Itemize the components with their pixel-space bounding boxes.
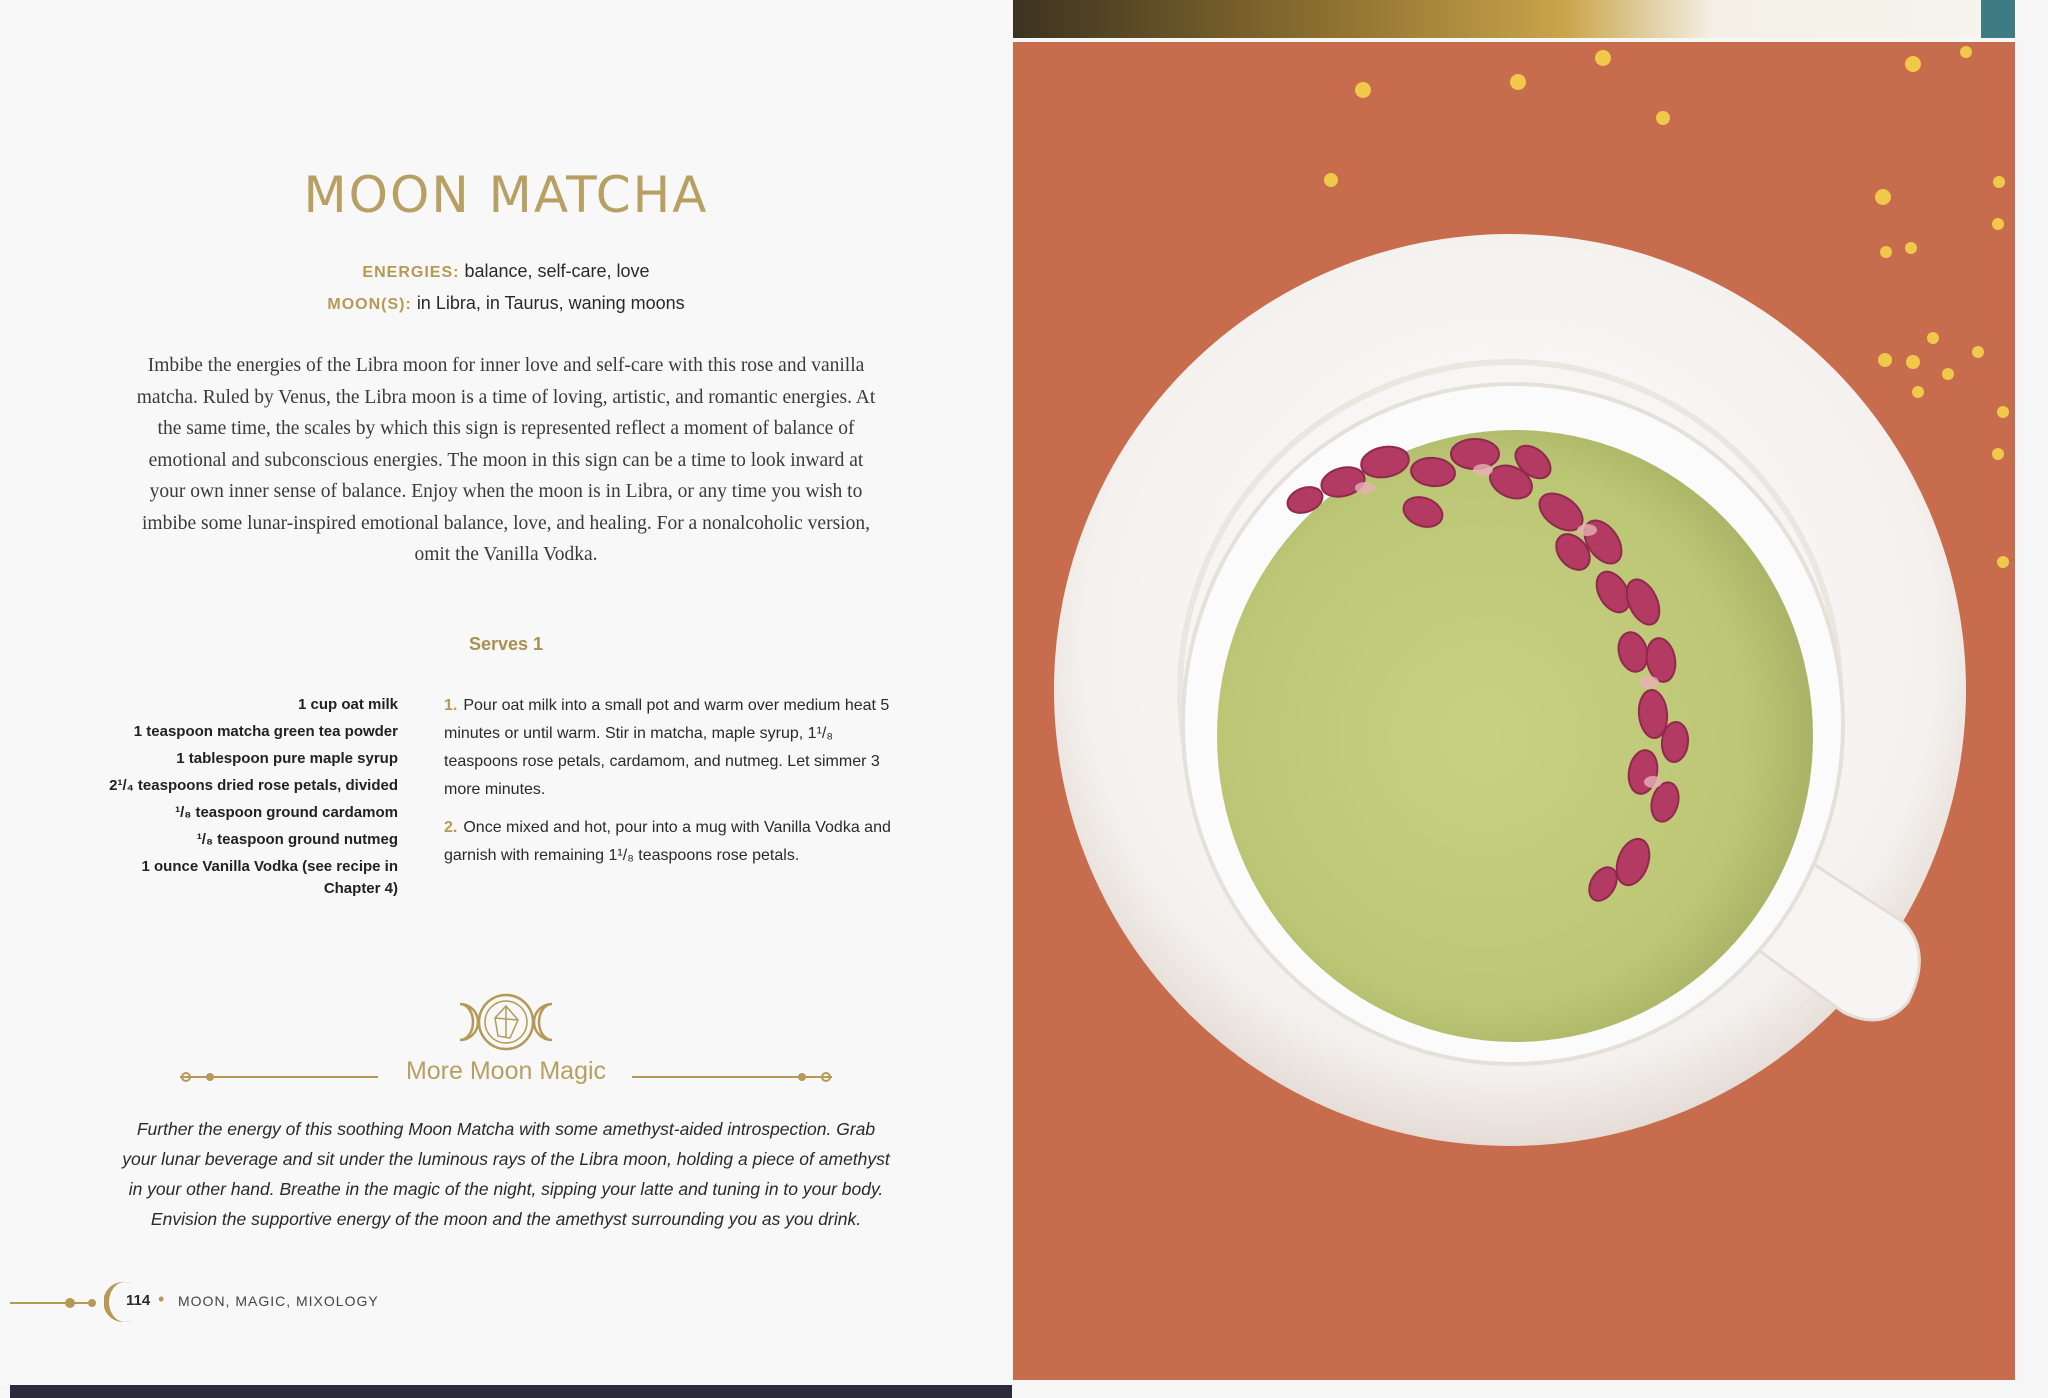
ornament-dot-icon [796,1071,808,1083]
moons-value: in Libra, in Taurus, waning moons [416,293,685,313]
moon-phases-emblem-icon [440,990,572,1054]
step-item [444,692,894,804]
step-text: Pour oat milk into a small pot and warm over medium heat 5 minutes or until warm. Stir in matcha, maple syrup, 1¹/₈ teaspoons rose petals, cardamom, and nutmeg. Let simmer 3 more minutes. [444,697,890,798]
ingredient-item: 1 cup oat milk [297,696,398,713]
step-item [444,814,894,870]
recipe-page [0,0,1012,1385]
matcha-cup-illustration [1013,42,2015,1380]
energies-label: ENERGIES: [362,264,460,281]
step-list [444,692,894,880]
moons-label: MOON(S): [327,296,412,313]
page-number: 114 [126,1292,151,1309]
next-page-edge [10,1385,1012,1398]
more-moon-magic-heading: More Moon Magic [405,1057,607,1085]
step-text: Once mixed and hot, pour into a mug with Vanilla Vodka and garnish with remaining 1¹/₈ teaspoons rose petals. [444,819,891,864]
moons-line [0,293,1012,314]
ingredient-list [100,694,398,905]
previous-photo-edge [1013,0,2015,38]
ornament-dot-icon [62,1296,102,1310]
ingredient-item: ¹/₈ teaspoon ground nutmeg [196,831,398,848]
ornament-dot-icon [820,1071,832,1083]
matcha-photo [1013,42,2015,1380]
serves-label: Serves 1 [468,634,544,654]
more-moon-magic-body: Further the energy of this soothing Moon Matcha with some amethyst-aided introspection. Grab your lunar beverage and sit under the luminous rays of the Libra moon, holding a piece of amethyst in your other hand. Breathe in the magic of the night, sipping your latte and tuning in to your body. Envision the supportive energy of the moon and the amethyst surrounding you as you drink. [122,1119,890,1229]
step-number: 2. [444,819,458,836]
matcha-foam [1217,430,1813,1042]
ingredient-item: 1 teaspoon matcha green tea powder [133,723,398,740]
ingredient-item: ¹/₈ teaspoon ground cardamom [175,804,398,821]
footer-bullet: • [158,1289,165,1309]
step-number: 1. [444,697,458,714]
ingredient-item: 1 ounce Vanilla Vodka (see recipe in Chapter 4) [141,858,398,897]
recipe-intro: Imbibe the energies of the Libra moon for inner love and self-care with this rose and vanilla matcha. Ruled by Venus, the Libra moon is a time of loving, artistic, and romantic energies. At the same time, the scales by which this sign is represented reflect a moment of balance of emotional and subconscious energies. The moon in this sign can be a time to look inward at your own inner sense of balance. Enjoy when the moon is in Libra, or any time you wish to imbibe some lunar-inspired emotional balance, love, and healing. For a nonalcoholic version, omit the Vanilla Vodka. [136,355,876,565]
ingredient-item: 2¹/₄ teaspoons dried rose petals, divided [109,777,398,794]
energies-value: balance, self-care, love [464,261,650,281]
ingredient-item: 1 tablespoon pure maple syrup [176,750,398,767]
book-title: MOON, MAGIC, MIXOLOGY [178,1293,379,1309]
page-footer [10,1278,610,1326]
energies-line [0,261,1012,282]
recipe-title: MOON MATCHA [303,166,709,224]
